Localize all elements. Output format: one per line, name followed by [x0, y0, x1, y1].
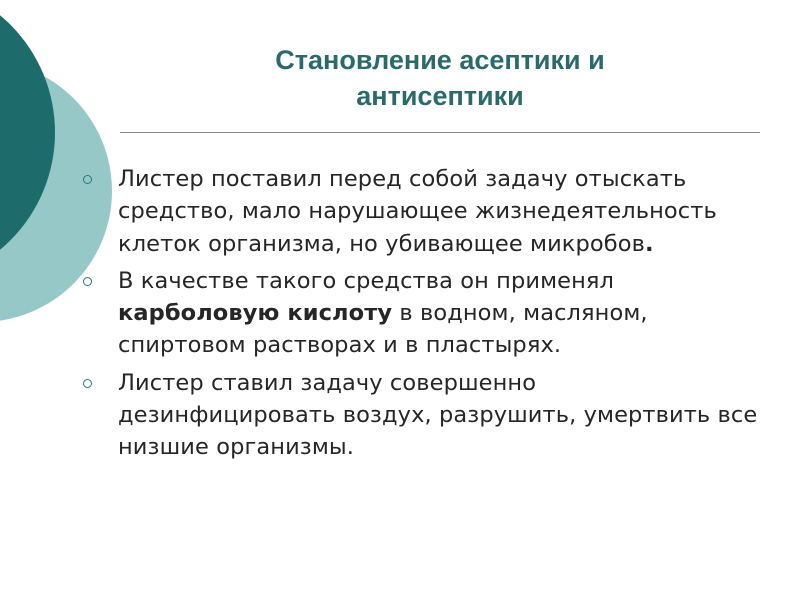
bullet-circle-icon [83, 175, 92, 184]
bullet-text: Листер ставил задачу совершенно дезинфицировать воздух, разрушить, умертвить все низшие организмы. [118, 369, 758, 461]
bullet-item-lister-task [80, 163, 760, 260]
bullet-item-disinfect-air [80, 367, 760, 464]
bullet-text-before: В качестве такого средства он применял [118, 267, 615, 294]
bullet-circle-icon [83, 277, 92, 286]
slide-title-line-2: антисептики [356, 81, 524, 111]
bullet-text-main: Листер поставил перед собой задачу отыскать средство, мало нарушающее жизнедеятельность клеток организма, но убивающее микробов [118, 166, 717, 257]
bullet-text [118, 265, 760, 362]
bullet-period: . [644, 230, 654, 257]
bullet-text-emphasis: карболовую кислоту [118, 300, 393, 327]
bullet-text [118, 163, 760, 260]
bullet-list [80, 163, 760, 469]
bullet-text-after: в водном, масляном, спиртовом растворах и в пластырях. [118, 300, 648, 359]
bullet-circle-icon [83, 379, 92, 388]
slide-title-line-1: Становление асептики и [275, 45, 605, 75]
slide-title [120, 42, 760, 114]
bullet-item-carbolic-acid [80, 265, 760, 362]
title-divider [120, 132, 760, 133]
